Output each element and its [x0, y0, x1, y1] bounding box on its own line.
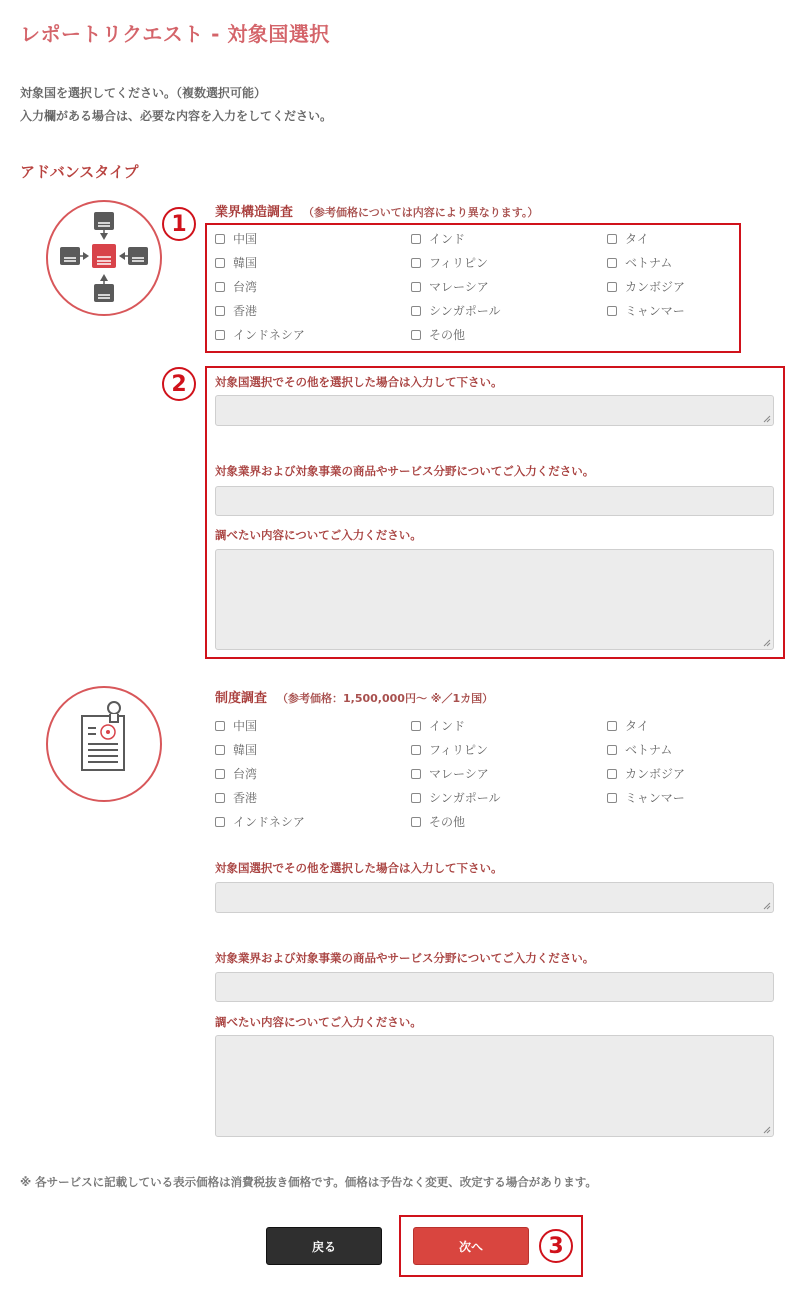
checkbox-square[interactable] — [607, 745, 617, 755]
country-label: 香港 — [233, 304, 258, 318]
checkbox-square[interactable] — [411, 769, 421, 779]
checkbox-square[interactable] — [411, 306, 421, 316]
resize-grip-icon[interactable] — [763, 415, 771, 423]
service-name: 制度調査 — [215, 691, 268, 706]
country-checkbox[interactable] — [607, 254, 672, 271]
country-checkbox[interactable] — [607, 302, 685, 319]
industry-label: 対象業界および対象事業の商品やサービス分野についてご入力ください。 — [215, 951, 595, 965]
page-title: レポートリクエスト - 対象国選択 — [20, 22, 330, 46]
country-checkbox[interactable] — [411, 230, 465, 247]
country-checkbox[interactable] — [607, 741, 672, 758]
resize-grip-icon[interactable] — [763, 902, 771, 910]
country-label: 韓国 — [233, 256, 258, 270]
country-label: フィリピン — [429, 743, 489, 757]
country-checkbox[interactable] — [215, 302, 257, 319]
country-label: ベトナム — [625, 256, 673, 270]
country-label: インドネシア — [233, 328, 305, 342]
checkbox-square[interactable] — [215, 745, 225, 755]
country-label: インド — [429, 719, 466, 733]
section-title: アドバンスタイプ — [20, 163, 139, 181]
industry-structure-icon — [46, 200, 162, 316]
checkbox-square[interactable] — [215, 721, 225, 731]
country-label: カンボジア — [625, 280, 686, 294]
content-textarea[interactable] — [215, 549, 774, 650]
country-label: 韓国 — [233, 743, 258, 757]
country-checkbox[interactable] — [607, 789, 685, 806]
checkbox-square[interactable] — [215, 793, 225, 803]
country-label: マレーシア — [429, 280, 489, 294]
country-label: シンガポール — [429, 304, 501, 318]
content-label: 調べたい内容についてご入力ください。 — [215, 1015, 422, 1029]
country-checkbox[interactable] — [411, 254, 488, 271]
country-checkbox[interactable] — [215, 230, 257, 247]
checkbox-square[interactable] — [607, 306, 617, 316]
industry-input[interactable] — [215, 486, 774, 516]
country-checkbox[interactable] — [607, 230, 649, 247]
checkbox-square[interactable] — [215, 234, 225, 244]
intro-text-1: 対象国を選択してください。（複数選択可能） — [20, 86, 267, 100]
intro-text-2: 入力欄がある場合は、必要な内容を入力をしてください。 — [20, 109, 333, 123]
checkbox-square[interactable] — [411, 793, 421, 803]
checkbox-square[interactable] — [215, 769, 225, 779]
country-checkbox[interactable] — [607, 765, 685, 782]
country-label: 台湾 — [233, 767, 258, 781]
country-checkbox[interactable] — [411, 717, 465, 734]
checkbox-square[interactable] — [215, 306, 225, 316]
checkbox-square[interactable] — [411, 721, 421, 731]
checkbox-square[interactable] — [411, 817, 421, 827]
checkbox-square[interactable] — [411, 745, 421, 755]
content-textarea[interactable] — [215, 1035, 774, 1137]
country-label: ミャンマー — [625, 304, 685, 318]
country-label: 香港 — [233, 791, 258, 805]
country-label: ベトナム — [625, 743, 673, 757]
service-name: 業界構造調査 — [215, 205, 294, 220]
country-checkbox[interactable] — [411, 813, 465, 830]
checkbox-square[interactable] — [411, 258, 421, 268]
content-label: 調べたい内容についてご入力ください。 — [215, 528, 422, 542]
country-checkbox[interactable] — [411, 741, 488, 758]
service-price-note: （参考価格：1,500,000円〜 ※／1カ国） — [277, 692, 494, 705]
annotation-marker-1: 1 — [162, 207, 196, 241]
resize-grip-icon[interactable] — [763, 1126, 771, 1134]
country-label: シンガポール — [429, 791, 501, 805]
checkbox-square[interactable] — [215, 258, 225, 268]
checkbox-square[interactable] — [607, 258, 617, 268]
country-label: フィリピン — [429, 256, 489, 270]
country-checkbox[interactable] — [215, 278, 257, 295]
country-checkbox[interactable] — [607, 717, 649, 734]
country-checkbox[interactable] — [411, 278, 489, 295]
industry-label: 対象業界および対象事業の商品やサービス分野についてご入力ください。 — [215, 464, 595, 478]
checkbox-square[interactable] — [215, 282, 225, 292]
country-checkbox[interactable] — [215, 813, 305, 830]
industry-input[interactable] — [215, 972, 774, 1002]
annotation-marker-3: 3 — [539, 1229, 573, 1263]
country-label: インドネシア — [233, 815, 305, 829]
country-label: その他 — [429, 328, 466, 342]
country-checkbox[interactable] — [411, 302, 500, 319]
other-country-textarea[interactable] — [215, 882, 774, 913]
other-country-textarea[interactable] — [215, 395, 774, 426]
country-checkbox[interactable] — [411, 765, 489, 782]
checkbox-square[interactable] — [607, 721, 617, 731]
checkbox-square[interactable] — [607, 769, 617, 779]
country-label: タイ — [625, 719, 649, 733]
country-checkbox[interactable] — [215, 789, 257, 806]
checkbox-square[interactable] — [411, 330, 421, 340]
service-price-note: （参考価格については内容により異なります。） — [303, 206, 539, 219]
checkbox-square[interactable] — [607, 793, 617, 803]
country-label: マレーシア — [429, 767, 489, 781]
country-checkbox[interactable] — [411, 789, 500, 806]
country-label: 台湾 — [233, 280, 258, 294]
country-label: 中国 — [233, 719, 258, 733]
country-label: タイ — [625, 232, 649, 246]
country-label: インド — [429, 232, 466, 246]
country-checkbox[interactable] — [215, 254, 257, 271]
next-button[interactable]: 次へ — [413, 1227, 529, 1265]
country-checkbox[interactable] — [411, 326, 465, 343]
checkbox-square[interactable] — [215, 330, 225, 340]
checkbox-square[interactable] — [607, 282, 617, 292]
resize-grip-icon[interactable] — [763, 639, 771, 647]
checkbox-square[interactable] — [411, 234, 421, 244]
country-checkbox[interactable] — [215, 326, 305, 343]
checkbox-square[interactable] — [411, 282, 421, 292]
country-label: その他 — [429, 815, 466, 829]
annotation-marker-2: 2 — [162, 367, 196, 401]
service-title-industry-structure — [215, 201, 538, 220]
country-checkbox[interactable] — [215, 741, 257, 758]
country-checkbox[interactable] — [215, 717, 257, 734]
back-button[interactable]: 戻る — [266, 1227, 382, 1265]
country-label: 中国 — [233, 232, 258, 246]
country-checkbox[interactable] — [215, 765, 257, 782]
country-label: カンボジア — [625, 767, 686, 781]
regulation-document-icon — [46, 686, 162, 802]
country-checkbox[interactable] — [607, 278, 685, 295]
price-footnote: ※ 各サービスに記載している表示価格は消費税抜き価格です。価格は予告なく変更、改定する場合があります。 — [20, 1175, 597, 1189]
country-label: ミャンマー — [625, 791, 685, 805]
other-country-label: 対象国選択でその他を選択した場合は入力して下さい。 — [215, 861, 503, 875]
checkbox-square[interactable] — [215, 817, 225, 827]
other-country-label: 対象国選択でその他を選択した場合は入力して下さい。 — [215, 375, 503, 389]
service-title-regulation — [215, 687, 493, 706]
checkbox-square[interactable] — [607, 234, 617, 244]
